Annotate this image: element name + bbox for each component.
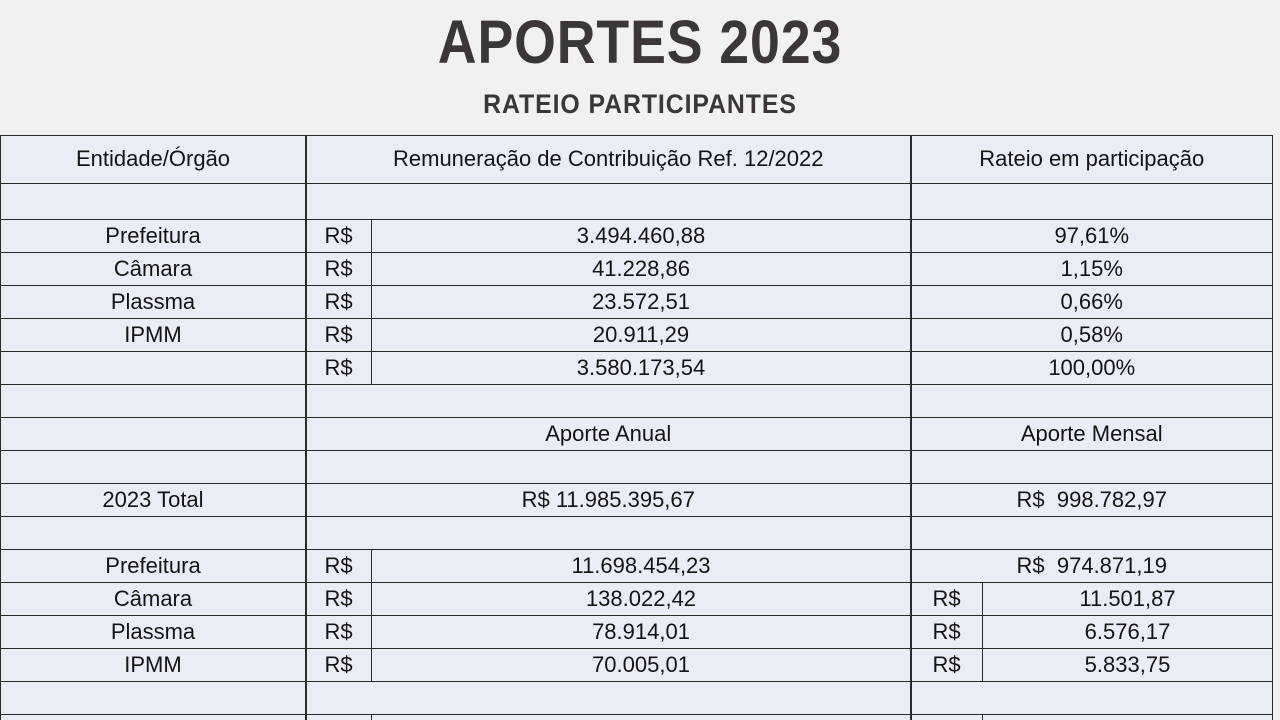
empty-cell xyxy=(1,184,305,219)
total-monthly-cell: R$ 998.782,97 xyxy=(912,484,1273,516)
value-cell: 3.494.460,88 xyxy=(372,220,910,252)
monthly-currency-cell: R$ xyxy=(912,583,982,615)
empty-cell xyxy=(983,715,1272,720)
value-cell: 23.572,51 xyxy=(372,286,910,318)
entity-cell: Plassma xyxy=(1,616,305,648)
empty-cell xyxy=(1,418,305,450)
empty-cell xyxy=(912,715,982,720)
empty-cell xyxy=(307,385,911,417)
empty-cell xyxy=(1,682,305,714)
monthly-value-cell: 11.501,87 xyxy=(983,583,1272,615)
remuneration-header-cell: Remuneração de Contribuição Ref. 12/2022 xyxy=(307,136,911,183)
monthly-currency-cell: R$ xyxy=(912,616,982,648)
slide-subtitle: RATEIO PARTICIPANTES xyxy=(483,89,797,119)
empty-cell xyxy=(1,517,305,549)
currency-cell: R$ xyxy=(307,253,371,285)
currency-cell: R$ xyxy=(307,583,371,615)
entity-cell: Prefeitura xyxy=(1,220,305,252)
empty-cell xyxy=(912,517,1273,549)
empty-cell xyxy=(1,715,305,720)
value-cell: 11.698.454,23 xyxy=(372,550,910,582)
entity-cell: Câmara xyxy=(1,583,305,615)
participants-table xyxy=(0,135,1273,720)
entity-cell: Plassma xyxy=(1,286,305,318)
annual-header-cell: Aporte Anual xyxy=(307,418,911,450)
slide-title: APORTES 2023 xyxy=(437,8,843,76)
share-cell: 0,66% xyxy=(912,286,1273,318)
empty-cell xyxy=(1,451,305,483)
value-cell: 70.005,01 xyxy=(372,649,910,681)
entity-header-cell: Entidade/Órgão xyxy=(1,136,305,183)
empty-cell xyxy=(307,451,911,483)
currency-cell: R$ xyxy=(307,550,371,582)
empty-cell xyxy=(307,715,371,720)
entity-cell: Prefeitura xyxy=(1,550,305,582)
monthly-currency-cell: R$ xyxy=(912,649,982,681)
currency-cell: R$ xyxy=(307,352,371,384)
empty-cell xyxy=(307,517,911,549)
entity-cell: IPMM xyxy=(1,649,305,681)
entity-cell xyxy=(1,352,305,384)
total-annual-cell: R$ 11.985.395,67 xyxy=(307,484,911,516)
value-cell: 20.911,29 xyxy=(372,319,910,351)
currency-cell: R$ xyxy=(307,220,371,252)
currency-cell: R$ xyxy=(307,616,371,648)
empty-cell xyxy=(372,715,910,720)
empty-cell xyxy=(912,385,1273,417)
empty-cell xyxy=(912,451,1273,483)
monthly-header-cell: Aporte Mensal xyxy=(912,418,1273,450)
currency-cell: R$ xyxy=(307,649,371,681)
empty-cell xyxy=(912,184,1273,219)
monthly-value-cell: 6.576,17 xyxy=(983,616,1272,648)
share-cell: 97,61% xyxy=(912,220,1273,252)
entity-cell: IPMM xyxy=(1,319,305,351)
value-cell: 3.580.173,54 xyxy=(372,352,910,384)
empty-cell xyxy=(1,385,305,417)
empty-cell xyxy=(307,184,911,219)
monthly-value-cell: 5.833,75 xyxy=(983,649,1272,681)
value-cell: 138.022,42 xyxy=(372,583,910,615)
share-cell: 1,15% xyxy=(912,253,1273,285)
empty-cell xyxy=(912,682,1273,714)
share-cell: 0,58% xyxy=(912,319,1273,351)
empty-cell xyxy=(307,682,911,714)
share-cell: 100,00% xyxy=(912,352,1273,384)
value-cell: 41.228,86 xyxy=(372,253,910,285)
total-label-cell: 2023 Total xyxy=(1,484,305,516)
monthly-cell: R$ 974.871,19 xyxy=(912,550,1273,582)
value-cell: 78.914,01 xyxy=(372,616,910,648)
entity-cell: Câmara xyxy=(1,253,305,285)
currency-cell: R$ xyxy=(307,286,371,318)
share-header-cell: Rateio em participação xyxy=(912,136,1273,183)
currency-cell: R$ xyxy=(307,319,371,351)
